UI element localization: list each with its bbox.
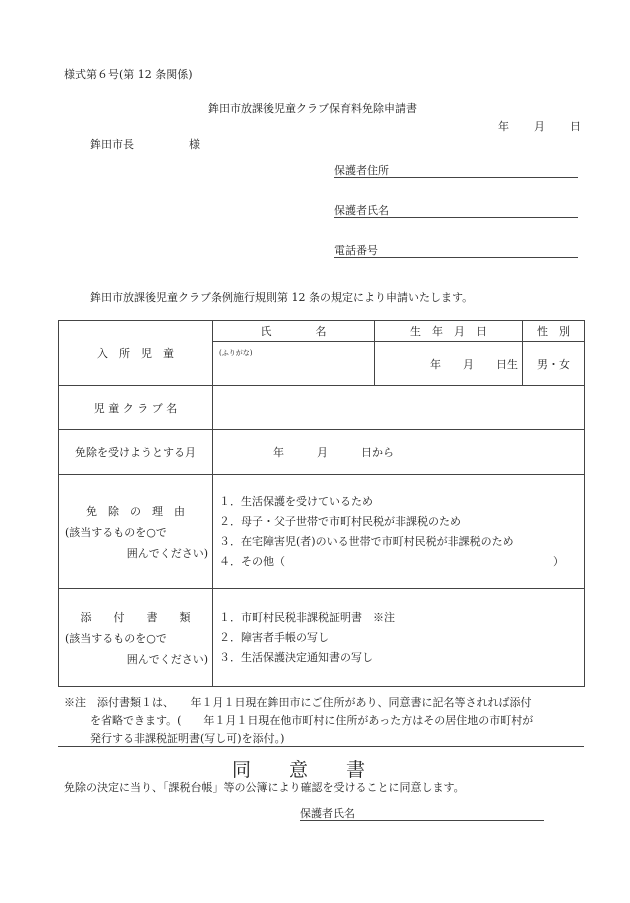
form-number: 様式第６号(第 12 条関係) — [64, 68, 193, 81]
month-label: 月 — [534, 120, 545, 133]
consent-text: 免除の決定に当り、「課税台帳」等の公簿により確認を受けることに同意します。 — [64, 781, 465, 794]
consent-title: 同 意 書 — [232, 759, 366, 781]
year-label: 年 — [498, 120, 509, 133]
phone-field[interactable] — [334, 242, 578, 258]
reason-list — [213, 475, 585, 589]
reason-item[interactable]: ３．在宅障害児(者)のいる世帯で市町村民税が非課税のため — [219, 534, 514, 548]
docs-list — [213, 589, 585, 687]
month-label: 免除を受けようとする月 — [59, 430, 213, 475]
intro-text: 鉾田市放課後児童クラブ条例施行規則第 12 条の規定により申請いたします。 — [90, 291, 474, 304]
child-label-cell — [59, 321, 213, 386]
docs-note-1: (該当するものを○で — [65, 631, 167, 645]
note-line-2: を省略できます。( 年１月１日現在他市町村に住所があった方はその居住地の市町村が — [90, 714, 534, 727]
address-field[interactable] — [334, 162, 578, 178]
dob-cell[interactable] — [375, 342, 523, 386]
docs-note-2: 囲んでください) — [126, 652, 208, 666]
document-title: 鉾田市放課後児童クラブ保育料免除申請書 — [208, 102, 417, 115]
addressee-name: 鉾田市長 — [90, 138, 134, 151]
guardian-name-field[interactable] — [334, 202, 578, 218]
name-header: 氏 名 — [213, 321, 375, 342]
sex-cell[interactable] — [523, 342, 585, 386]
sex-value: 男・女 — [537, 357, 570, 371]
application-table — [58, 320, 585, 687]
addressee-honorific: 様 — [189, 138, 200, 151]
month-value: 年 月 日から — [273, 446, 394, 459]
address-label: 保護者住所 — [334, 164, 389, 177]
doc-item[interactable]: ２．障害者手帳の写し — [219, 630, 329, 644]
note-line-3: 発行する非課税証明書(写し可)を添付。) — [90, 732, 285, 745]
reason-other-close: ） — [553, 554, 564, 568]
reason-other-label: ４．その他（ — [219, 554, 285, 568]
note-line-1: ※注 添付書類１は、 年１月１日現在鉾田市にご住所があり、同意書に記名等されれば添付 — [64, 696, 532, 709]
day-label: 日 — [570, 120, 581, 133]
child-label: 入 所 児 童 — [97, 347, 174, 360]
dob-value: 年 月 日生 — [430, 357, 518, 371]
docs-label-cell — [59, 589, 213, 687]
reason-note-2: 囲んでください) — [126, 546, 208, 560]
guardian-name-label: 保護者氏名 — [334, 204, 389, 217]
reason-label-cell — [59, 475, 213, 589]
addressee — [90, 136, 200, 152]
club-name-cell[interactable] — [213, 386, 585, 430]
month-cell[interactable] — [213, 430, 585, 475]
divider — [58, 746, 584, 747]
furigana-label: (ふりがな) — [219, 349, 253, 357]
phone-label: 電話番号 — [334, 244, 378, 257]
doc-item[interactable]: １．市町村民税非課税証明書 ※注 — [219, 610, 395, 624]
date-line — [498, 118, 581, 134]
child-name-cell[interactable] — [213, 342, 375, 386]
docs-label: 添 付 書 類 — [80, 610, 191, 624]
reason-item[interactable]: １．生活保護を受けているため — [219, 494, 373, 508]
reason-item[interactable]: ２．母子・父子世帯で市町村民税が非課税のため — [219, 514, 461, 528]
sex-header: 性 別 — [523, 321, 585, 342]
consent-name-label: 保護者氏名 — [300, 807, 355, 820]
consent-name-field[interactable] — [300, 805, 544, 821]
reason-note-1: (該当するものを○で — [65, 525, 167, 539]
dob-header: 生 年 月 日 — [375, 321, 523, 342]
doc-item[interactable]: ３．生活保護決定通知書の写し — [219, 650, 373, 664]
club-label: 児 童 ク ラ ブ 名 — [59, 386, 213, 430]
reason-label: 免 除 の 理 由 — [86, 504, 185, 518]
reason-item-other[interactable] — [219, 552, 584, 572]
